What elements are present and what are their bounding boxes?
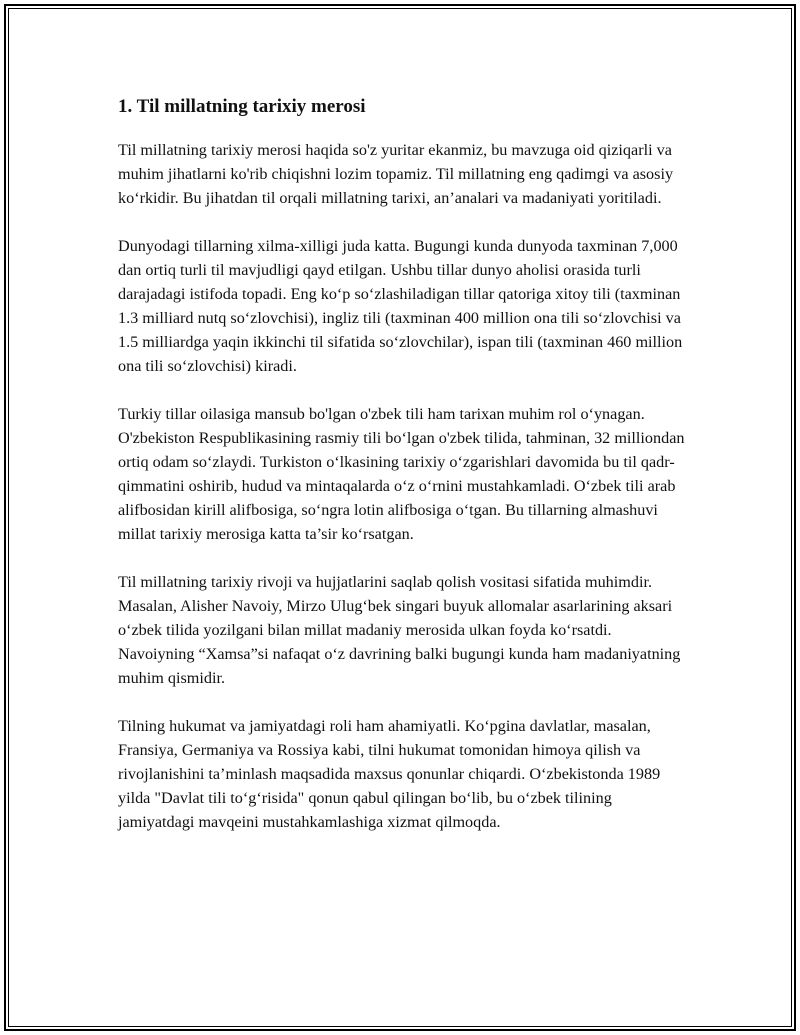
- document-body: [118, 94, 688, 858]
- paragraph-uzbek-language: Turkiy tillar oilasiga mansub bo'lgan o'zbek tili ham tarixan muhim rol o‘ynagan. O'zbekiston Respublikasining rasmiy tili bo‘lgan o'zbek tilida, tahminan, 32 milliondan ortiq odam so‘zlaydi. Turkiston o‘lkasining tarixiy o‘zgarishlari davomida bu til qadr-qimmatini oshirib, hudud va mintaqalarda o‘z o‘rnini mustahkamladi. O‘zbek tili arab alifbosidan kirill alifbosiga, so‘ngra lotin alifbosiga o‘tgan. Bu tillarning almashuvi millat tarixiy merosiga katta ta’sir ko‘rsatgan.: [118, 405, 685, 543]
- paragraph-government-role: Tilning hukumat va jamiyatdagi roli ham ahamiyatli. Ko‘pgina davlatlar, masalan, Fransiya, Germaniya va Rossiya kabi, tilni hukumat tomonidan himoya qilish va rivojlanishini ta’minlash maqsadida maxsus qonunlar chiqardi. O‘zbekistonda 1989 yilda "Davlat tili to‘g‘risida" qonun qabul qilingan bo‘lib, bu o‘zbek tilining jamiyatdagi mavqeini mustahkamlashiga xizmat qilmoqda.: [118, 717, 661, 831]
- paragraph-cultural-heritage: Til millatning tarixiy rivoji va hujjatlarini saqlab qolish vositasi sifatida muhimdir. Masalan, Alisher Navoiy, Mirzo Ulug‘bek singari buyuk allomalar asarlarining aksari o‘zbek tilida yozilgani bilan millat madaniy merosida ulkan foyda ko‘rsatdi. Navoiyning “Xamsa”si nafaqat o‘z davrining balki bugungi kunda ham madaniyatning muhim qismidir.: [118, 573, 681, 687]
- paragraph-intro: Til millatning tarixiy merosi haqida so'z yuritar ekanmiz, bu mavzuga oid qiziqarli va muhim jihatlarni ko'rib chiqishni lozim topamiz. Til millatning eng qadimgi va asosiy ko‘rkidir. Bu jihatdan til orqali millatning tarixi, an’analari va madaniyati yoritiladi.: [118, 141, 674, 207]
- paragraph-world-languages: Dunyodagi tillarning xilma-xilligi juda katta. Bugungi kunda dunyoda taxminan 7,000 dan ortiq turli til mavjudligi qayd etilgan. Ushbu tillar dunyo aholisi orasida turli darajadagi istifoda topadi. Eng ko‘p so‘zlashiladigan tillar qatoriga xitoy tili (taxminan 1.3 milliard nutq so‘zlovchisi), ingliz tili (taxminan 400 million ona tili so‘zlovchisi va 1.5 milliardga yaqin ikkinchi til sifatida so‘zlovchilar), ispan tili (taxminan 460 million ona tili so‘zlovchisi) kiradi.: [118, 237, 683, 375]
- section-heading: 1. Til millatning tarixiy merosi: [118, 96, 366, 117]
